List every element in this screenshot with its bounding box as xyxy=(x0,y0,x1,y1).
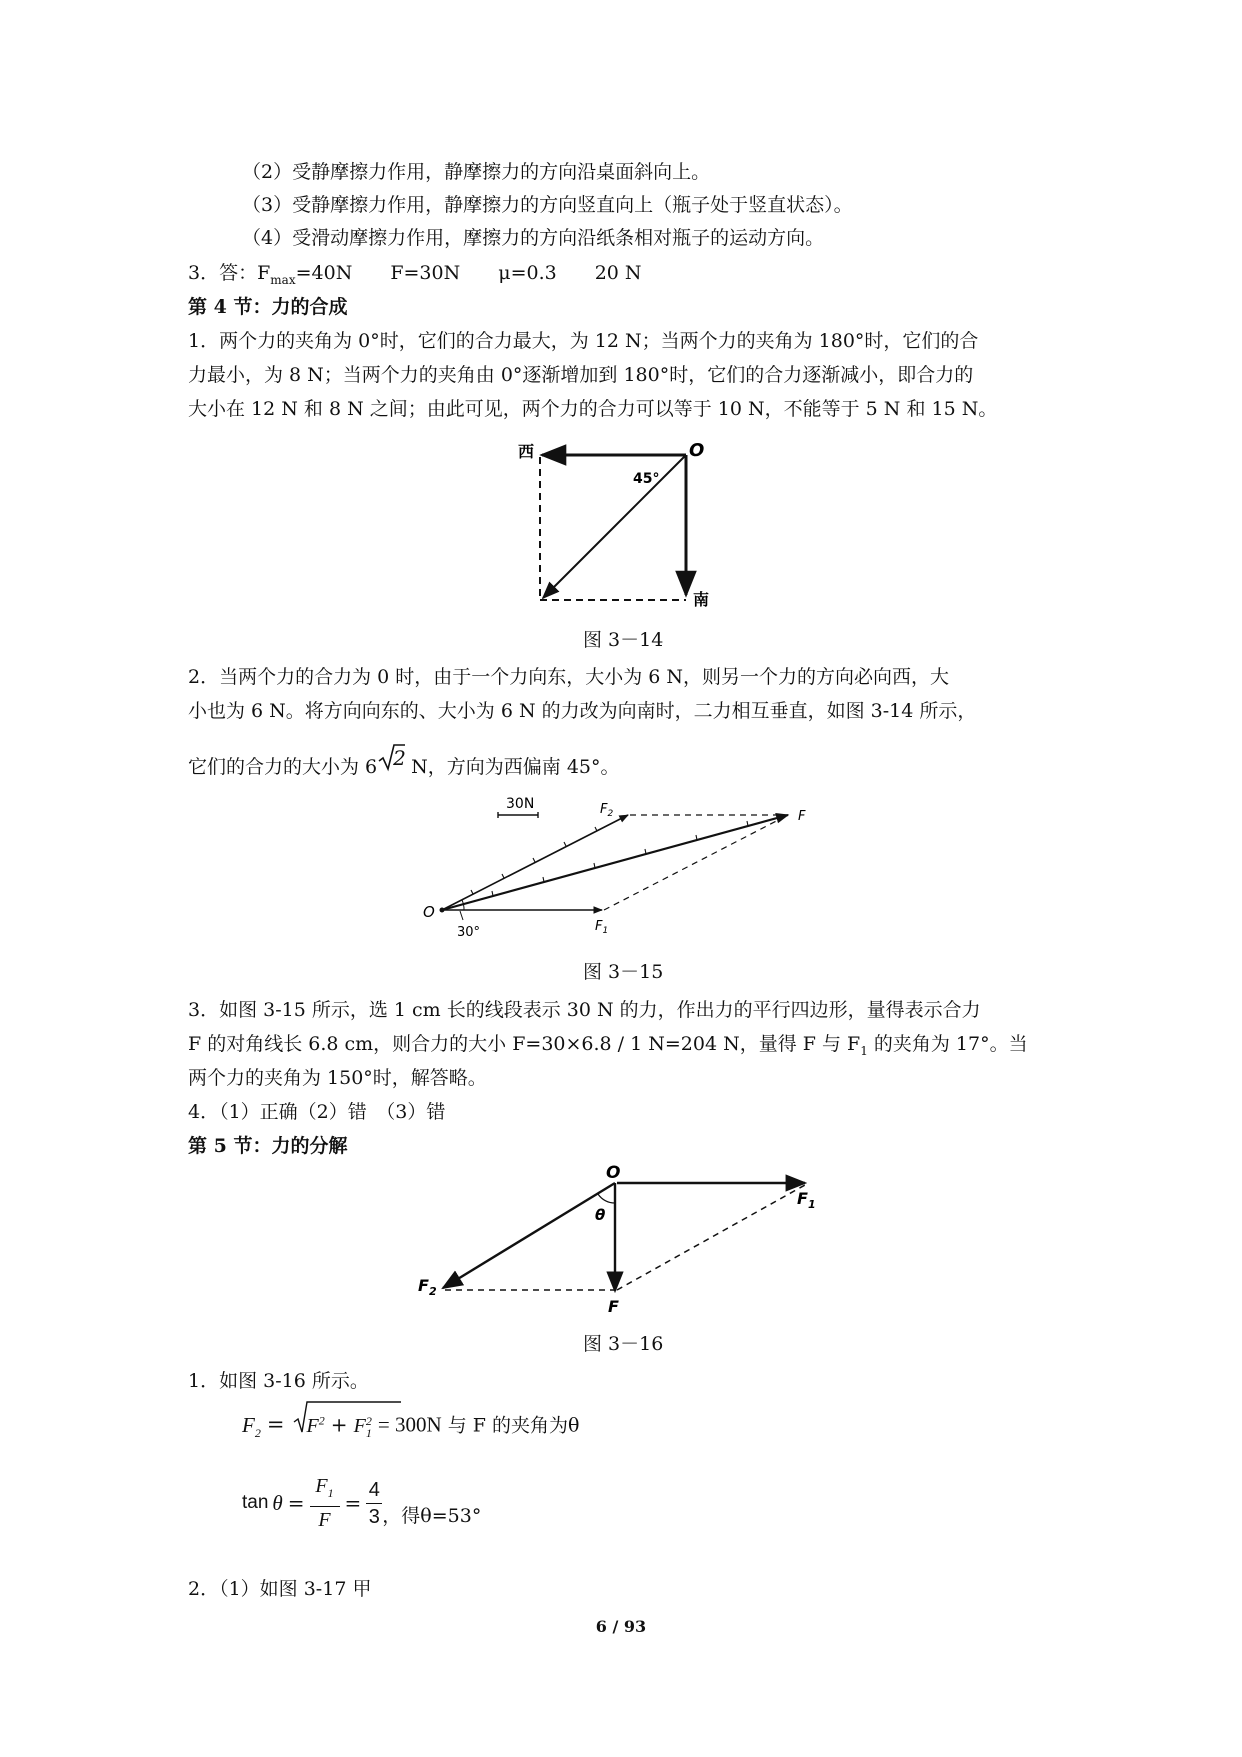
resultant-arrow xyxy=(543,455,686,598)
q3-sub: max xyxy=(270,272,296,287)
scale-label: 30N xyxy=(506,796,535,812)
theta-label: θ xyxy=(595,1206,606,1224)
eq2-tail: ，得θ=53° xyxy=(382,1505,482,1527)
p4-line: 4．（1）正确（2）错 （3）错 xyxy=(188,1101,446,1123)
angle-label: 30° xyxy=(457,925,481,940)
eq2-equals-1: = xyxy=(287,1491,305,1515)
q2-line: 2．（1）如图 3-17 甲 xyxy=(188,1578,372,1600)
f1-label: $F_1$ xyxy=(595,919,609,936)
sqrt-two xyxy=(377,746,406,773)
tan-label: tan xyxy=(242,1492,269,1513)
origin-label: O xyxy=(689,440,705,461)
answer-line-2: （2）受静摩擦力作用，静摩擦力的方向沿桌面斜向上。 xyxy=(242,161,711,183)
f-label: F xyxy=(798,809,806,824)
rad-b: F 2 1 xyxy=(353,1414,372,1441)
p2-text-b: N，方向为西偏南 45°。 xyxy=(405,756,620,778)
origin-dot xyxy=(440,908,445,913)
equation-2 xyxy=(242,1468,481,1538)
eq1-equals: = xyxy=(266,1412,285,1437)
rad-plus: + xyxy=(330,1412,348,1437)
p1-line-2: 力最小，为 8 N；当两个力的夹角由 0°逐渐增加到 180°时，它们的合力逐渐减小，即合力的 xyxy=(188,364,974,386)
p3-text-a: F 的对角线长 6.8 cm，则合力的大小 F=30×6.8 / 1 N=204 N，量得 F 与 F xyxy=(188,1033,861,1055)
answer-line-4: （4）受滑动摩擦力作用，摩擦力的方向沿纸条相对瓶子的运动方向。 xyxy=(242,227,825,249)
p2-line-1: 2．当两个力的合力为 0 时，由于一个力向东，大小为 6 N，则另一个力的方向必向西，大 xyxy=(188,666,950,688)
f-label: F xyxy=(608,1297,619,1316)
dashed-right xyxy=(604,815,788,910)
eq1-tail: 与 F 的夹角为θ xyxy=(447,1414,580,1437)
resultant-f-arrow xyxy=(442,815,788,910)
q3-prefix: 3．答：F xyxy=(188,262,271,284)
rad-a: $F^2$ xyxy=(306,1413,325,1437)
eq1-lhs: $F_2$ xyxy=(242,1412,261,1440)
caption-3-15: 图 3－15 xyxy=(583,961,664,983)
theta-symbol: θ xyxy=(272,1491,283,1515)
equation-1 xyxy=(242,1408,579,1448)
p3-line-1: 3．如图 3-15 所示，选 1 cm 长的线段表示 30 N 的力，作出力的平行四边形，量得表示合力 xyxy=(188,999,981,1021)
fraction-f1-f: $F_1$ F xyxy=(310,1473,340,1533)
fraction-4-3: 4 3 xyxy=(366,1477,382,1530)
f2-arrow xyxy=(442,815,628,910)
origin-label: O xyxy=(606,1163,621,1183)
radical-sign xyxy=(293,1400,403,1434)
answer-line-3: （3）受静摩擦力作用，静摩擦力的方向竖直向上（瓶子处于竖直状态）。 xyxy=(242,194,853,216)
section-4-title: 第 4 节：力的合成 xyxy=(188,296,348,318)
eq2-equals-2: = xyxy=(344,1491,362,1515)
sqrt-radicand: 2 xyxy=(393,746,406,770)
origin-label: O xyxy=(423,903,435,921)
eq1-radical xyxy=(293,1408,372,1439)
section-5-title: 第 5 节：力的分解 xyxy=(188,1135,348,1157)
caption-3-16: 图 3－16 xyxy=(583,1333,664,1355)
south-label: 南 xyxy=(693,590,710,609)
p3-line-2 xyxy=(188,1032,1028,1063)
f2-arrow xyxy=(443,1183,615,1288)
p2-text-a: 它们的合力的大小为 6 xyxy=(188,756,378,778)
p2-line-2: 小也为 6 N。将方向向东的、大小为 6 N 的力改为向南时，二力相互垂直，如图 3-14 所示， xyxy=(188,700,977,722)
f2-label: $F_2$ xyxy=(418,1276,437,1298)
eq1-rhs: = 300N xyxy=(377,1412,442,1437)
p3-sub: 1 xyxy=(860,1043,868,1058)
answer-q3 xyxy=(188,261,642,292)
p2-line-3 xyxy=(188,746,620,779)
figure-3-15 xyxy=(420,790,820,940)
dashed-right xyxy=(617,1185,805,1290)
figure-3-16 xyxy=(415,1160,815,1320)
q1-line: 1．如图 3-16 所示。 xyxy=(188,1370,369,1392)
f2-label: $F_2$ xyxy=(600,802,614,819)
p1-line-1: 1．两个力的夹角为 0°时，它们的合力最大，为 12 N；当两个力的夹角为 180°时，它们的合 xyxy=(188,330,979,352)
caption-3-14: 图 3－14 xyxy=(583,629,664,651)
f1-label: $F_1$ xyxy=(797,1189,816,1211)
p3-text-b: 的夹角为 17°。当 xyxy=(867,1033,1028,1055)
figure-3-14 xyxy=(515,430,715,610)
p1-line-3: 大小在 12 N 和 8 N 之间；由此可见，两个力的合力可以等于 10 N，不能等于 5 N 和 15 N。 xyxy=(188,398,998,420)
p3-line-3: 两个力的夹角为 150°时，解答略。 xyxy=(188,1067,487,1089)
theta-arc xyxy=(598,1194,615,1203)
angle-pointer xyxy=(460,911,463,920)
q3-values: =40N F=30N μ=0.3 20 N xyxy=(295,262,642,284)
page-number: 6 / 93 xyxy=(595,1617,647,1636)
angle-label: 45° xyxy=(633,471,660,487)
west-label: 西 xyxy=(518,442,535,461)
